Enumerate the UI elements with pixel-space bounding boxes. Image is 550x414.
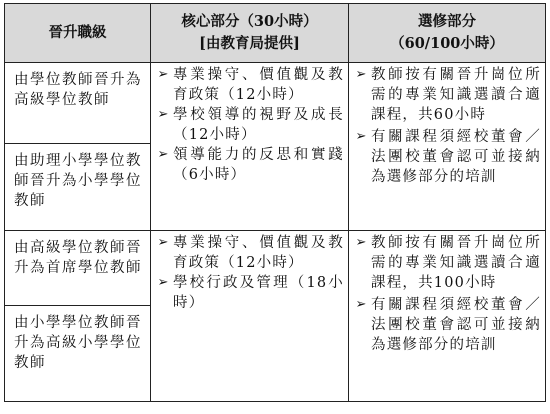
list-item [153,145,344,185]
header-elective-note: （60/100小時） [390,35,504,52]
grade-text: 由學位教師晉升為高級學位教師 [14,72,142,108]
elective-item-text: 有關課程須經校董會／法團校董會認可並接納為選修部分的培訓 [371,297,541,353]
elective-item-text: 教師按有關晉升崗位所需的專業知識選讀合適課程，共60小時 [371,67,541,123]
chevron-right-icon: ➢ [157,275,169,290]
grade-text: 由高級學位教師晉升為首席學位教師 [14,240,142,276]
list-item [153,65,344,105]
core-item-text: 專業操守、價值觀及教育政策（12小時） [173,235,344,271]
grade-cell [5,306,151,402]
chevron-right-icon: ➢ [157,107,169,122]
chevron-right-icon: ➢ [157,67,169,82]
chevron-right-icon: ➢ [355,129,367,144]
list-item [153,233,344,273]
elective-item-text: 教師按有關晉升崗位所需的專業知識選讀合適課程，共100小時 [371,235,541,291]
chevron-right-icon: ➢ [355,297,367,312]
header-grade-label: 晉升職級 [48,24,107,41]
table-row [5,63,546,144]
header-elective-title: 選修部分 [418,13,476,30]
list-item [351,65,541,125]
core-item-text: 學校領導的視野及成長（12小時） [173,107,344,143]
core-item-text: 專業操守、價值觀及教育政策（12小時） [173,67,344,103]
header-grade [5,4,151,63]
list-item [153,273,344,313]
core-item-text: 學校行政及管理（18小時） [173,275,344,311]
list-item [153,105,344,145]
chevron-right-icon: ➢ [157,235,169,250]
grade-text: 由小學學位教師晉升為高級小學學位教師 [14,315,142,371]
core-cell [151,231,349,402]
core-cell [151,63,349,231]
header-elective [349,4,546,63]
list-item [351,233,541,293]
list-item [351,127,541,187]
table-header-row [5,4,546,63]
grade-text: 由助理小學學位教師晉升為小學學位教師 [14,153,142,209]
header-core [151,4,349,63]
list-item [351,295,541,355]
promotion-training-table [4,3,546,402]
chevron-right-icon: ➢ [355,67,367,82]
grade-cell [5,144,151,231]
header-core-title: 核心部分（30小時） [181,13,318,30]
grade-cell [5,231,151,306]
table-row [5,231,546,306]
elective-cell [349,231,546,402]
elective-cell [349,63,546,231]
chevron-right-icon: ➢ [355,235,367,250]
grade-cell [5,63,151,144]
core-item-text: 領導能力的反思和實踐（6小時） [173,147,344,183]
chevron-right-icon: ➢ [157,147,169,162]
header-core-note: [由教育局提供] [199,35,300,52]
elective-item-text: 有關課程須經校董會／法團校董會認可並接納為選修部分的培訓 [371,129,541,185]
